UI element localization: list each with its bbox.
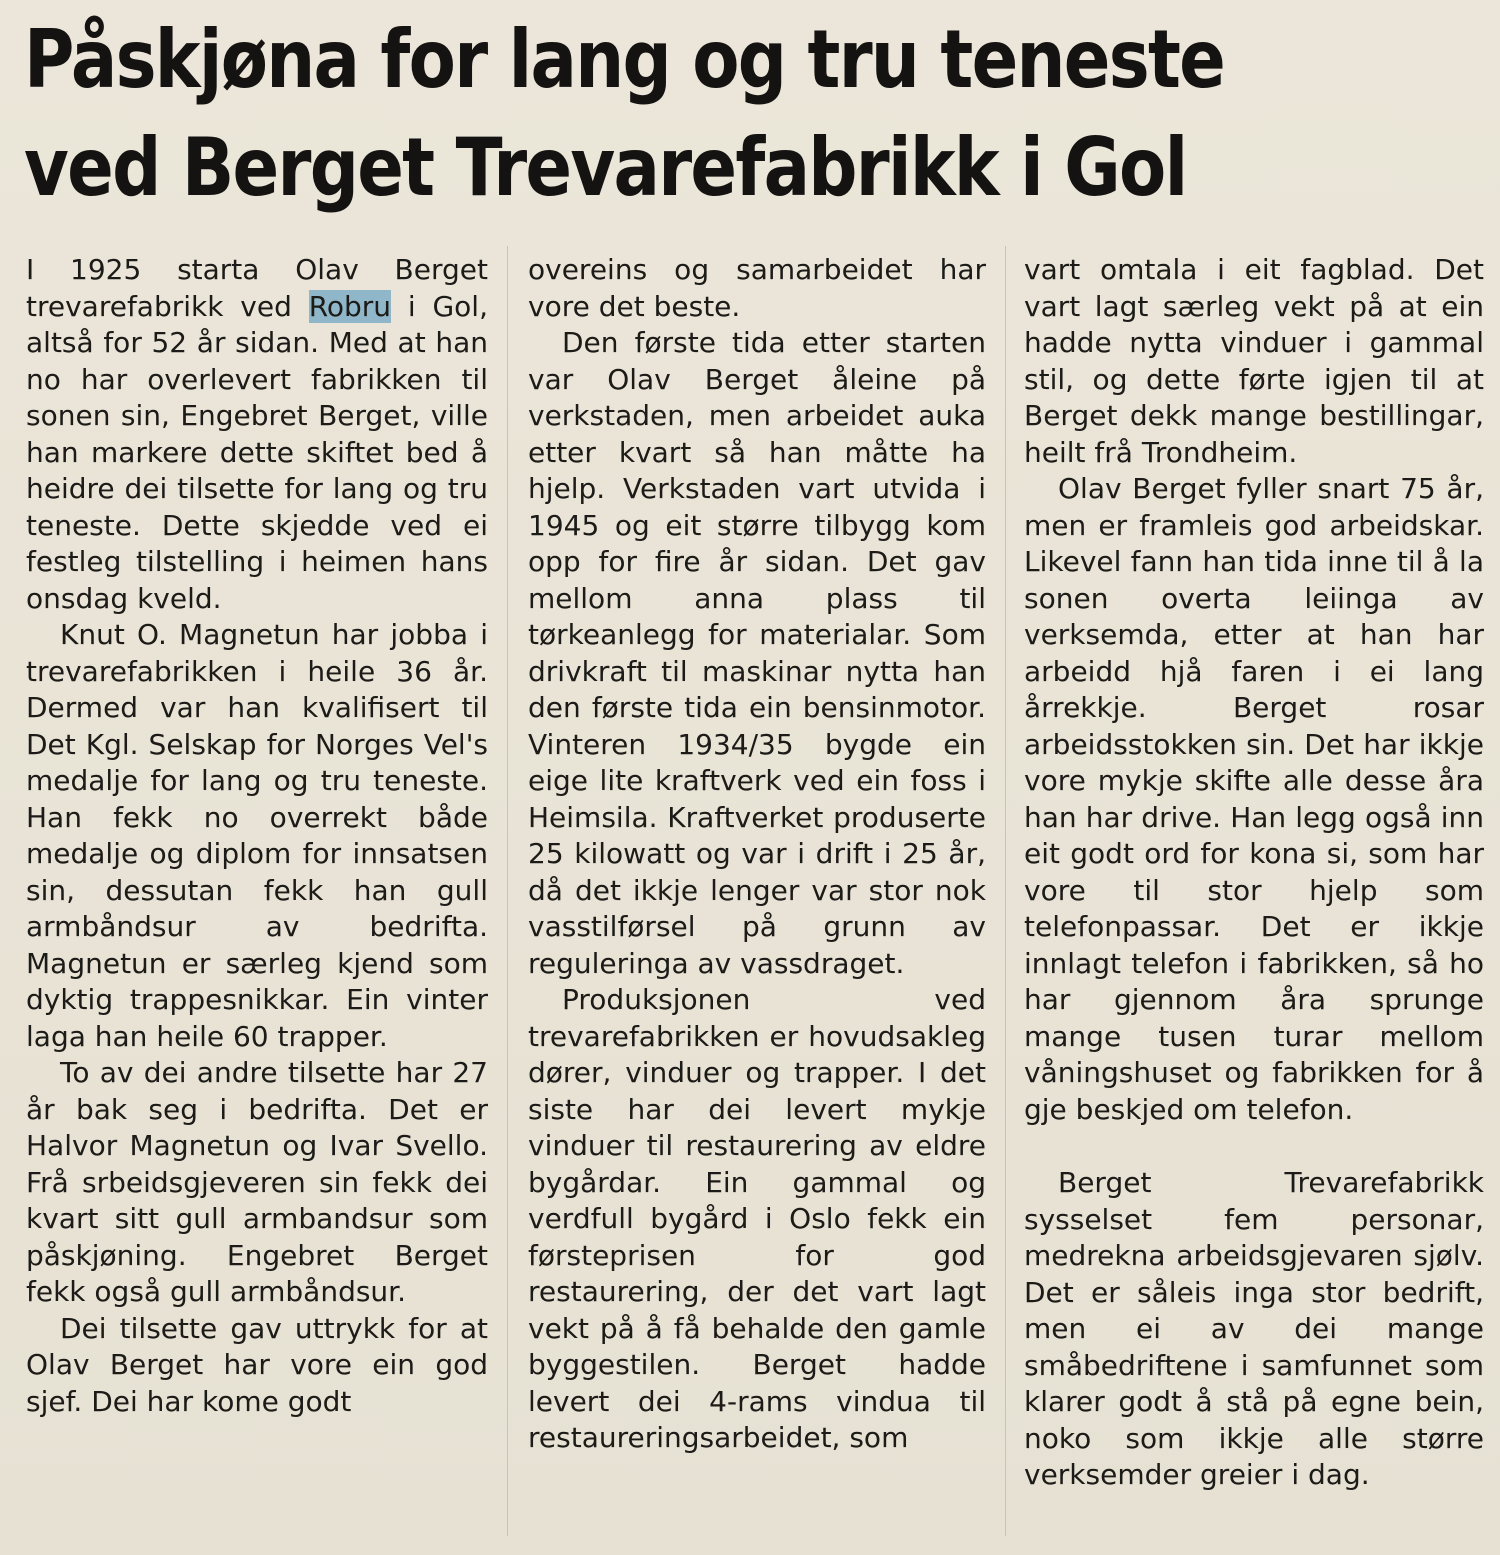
article-column-2 (528, 252, 986, 1457)
highlighted-word: Robru (308, 289, 392, 323)
article-column-3 (1024, 252, 1484, 1494)
paragraph: Produksjonen ved trevarefabrikken er hovudsakleg dører, vinduer og trapper. I det siste har dei levert mykje vinduer til restaurering av eldre bygårdar. Ein gammal og verdfull bygård i Oslo fekk ein førsteprisen for god restaurering, der det vart lagt vekt på å få behalde den gamle byggestilen. Berget hadde levert dei 4-rams vindua til restaureringsarbeidet, som (528, 983, 986, 1454)
paragraph: Dei tilsette gav uttrykk for at Olav Berget har vore ein god sjef. Dei har kome godt (26, 1311, 488, 1418)
paragraph: Berget Trevarefabrikk sysselset fem personar, medrekna arbeidsgjevaren sjølv. Det er såleis inga stor bedrift, men ei av dei mange småbedriftene i samfunnet som klarer godt å stå på egne bein, noko som ikkje alle større verksemder greier i dag. (1024, 1166, 1484, 1491)
paragraph: To av dei andre tilsette har 27 år bak seg i bedrifta. Det er Halvor Magnetun og Ivar Svello. Frå srbeidsgjeveren sin fekk dei kvart sitt gull armbandsur som påskjøning. Engebret Berget fekk også gull armbåndsur. (26, 1056, 488, 1308)
text-run: I 1925 starta Olav Berget trevarefabrikk ved (26, 253, 488, 323)
paragraph: Knut O. Magnetun har jobba i trevarefabrikken i heile 36 år. Dermed var han kvalifisert til Det Kgl. Selskap for Norges Vel's medalje for lang og tru teneste. Han fekk no overrekt både medalje og diplom for innsatsen sin, dessutan fekk han gull armbåndsur av bedrifta. Magnetun er særleg kjend som dyktig trappesnikkar. Ein vinter laga han heile 60 trapper. (26, 618, 488, 1053)
article-column-1 (26, 252, 488, 1420)
column-divider (1005, 246, 1006, 1536)
text-run: i Gol, altså for 52 år sidan. Med at han no har overlevert fabrikken til sonen sin, Engebret Berget, ville han markere dette skiftet bed å heidre dei tilsette for lang og tru teneste. Dette skjedde ved ei festleg tilstelling i heimen hans onsdag kveld. (26, 289, 488, 615)
headline-line-1: Påskjøna for lang og tru teneste (24, 13, 1225, 106)
paragraph: overeins og samarbeidet har vore det beste. (528, 253, 986, 323)
paragraph (26, 252, 488, 617)
paragraph: vart omtala i eit fagblad. Det vart lagt særleg vekt på at ein hadde nytta vinduer i gammal stil, og dette førte igjen til at Berget dekk mange bestillingar, heilt frå Trondheim. (1024, 253, 1484, 469)
headline-line-2: ved Berget Trevarefabrikk i Gol (24, 121, 1187, 214)
headline (24, 6, 1280, 222)
paragraph-spacer (1024, 1128, 1484, 1165)
column-divider (507, 246, 508, 1536)
paragraph: Den første tida etter starten var Olav Berget åleine på verkstaden, men arbeidet auka etter kvart så han måtte ha hjelp. Verkstaden vart utvida i 1945 og eit større tilbygg kom opp for fire år sidan. Det gav mellom anna plass til tørkeanlegg for materialar. Som drivkraft til maskinar nytta han den første tida ein bensinmotor. Vinteren 1934/35 bygde ein eige lite kraftverk ved ein foss i Heimsila. Kraftverket produserte 25 kilowatt og var i drift i 25 år, då det ikkje lenger var stor nok vasstilførsel på grunn av reguleringa av vassdraget. (528, 326, 986, 980)
paragraph: Olav Berget fyller snart 75 år, men er framleis god arbeidskar. Likevel fann han tida inne til å la sonen overta leiinga av verksemda, etter at han har arbeidd hjå faren i ei lang årrekkje. Berget rosar arbeidsstokken sin. Det har ikkje vore mykje skifte alle desse åra han har drive. Han legg også inn eit godt ord for kona si, som har vore til stor hjelp som telefonpassar. Det er ikkje innlagt telefon i fabrikken, så ho har gjennom åra sprunge mange tusen turar mellom våningshuset og fabrikken for å gje beskjed om telefon. (1024, 472, 1484, 1126)
